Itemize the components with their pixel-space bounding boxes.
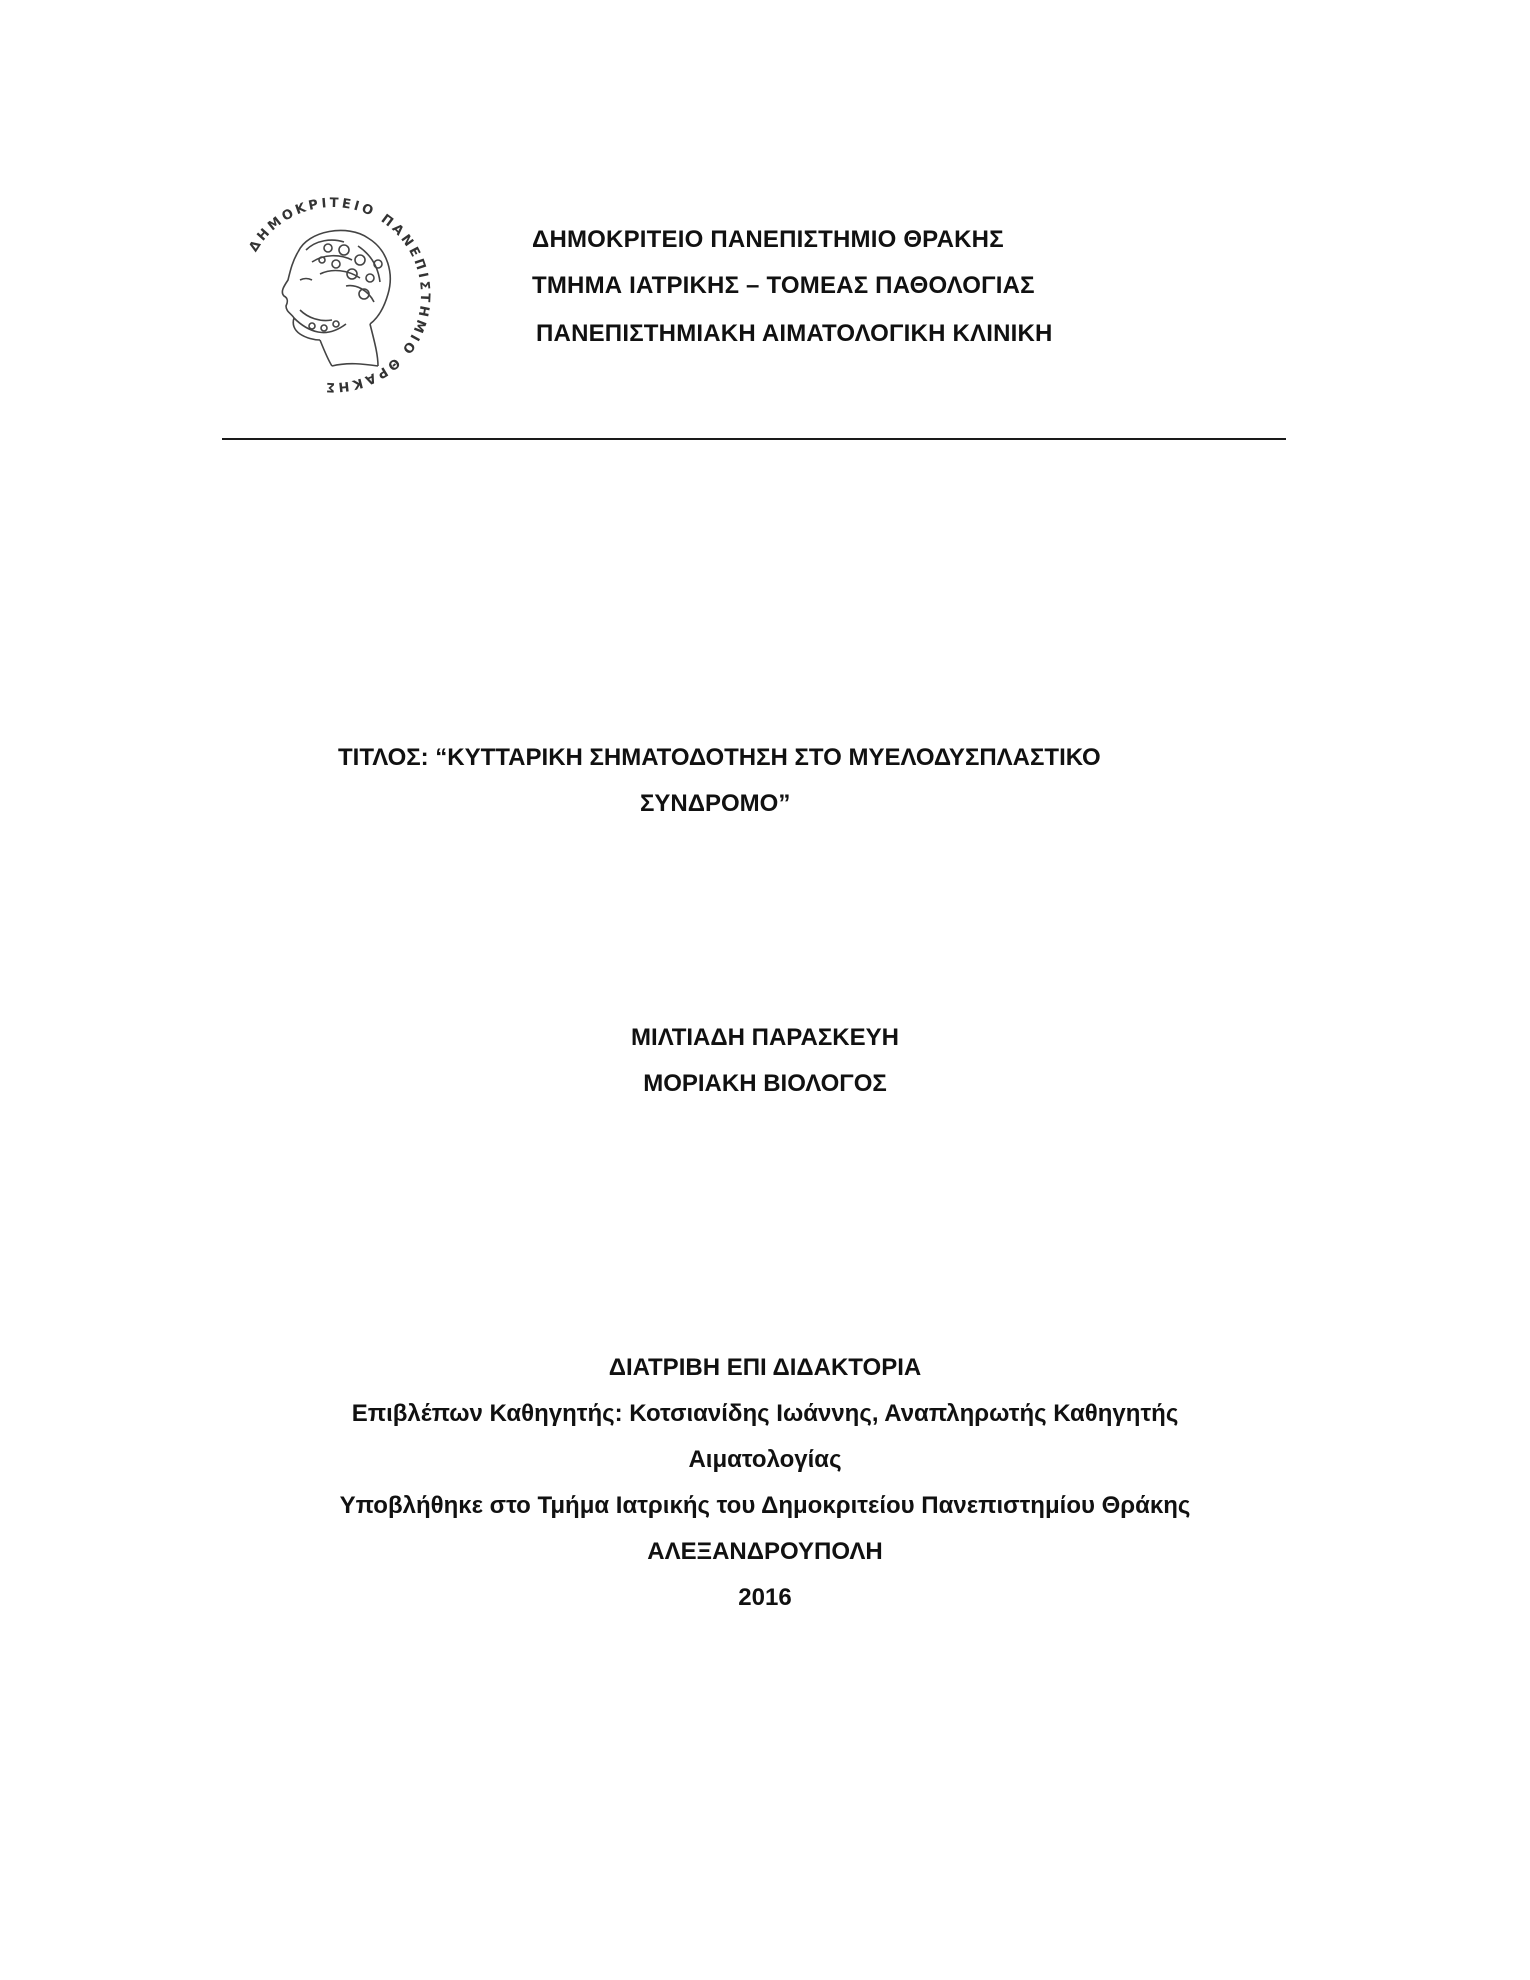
author-profession: ΜΟΡΙΑΚΗ ΒΙΟΛΟΓΟΣ [643,1070,887,1097]
header-divider [222,438,1286,440]
svg-text:ΔΗΜΟΚΡΙΤΕΙΟ ΠΑΝΕΠΙΣΤΗΜΙΟ ΘΡΑΚΗ: ΔΗΜΟΚΡΙΤΕΙΟ ΠΑΝΕΠΙΣΤΗΜΙΟ ΘΡΑΚΗΣ [246,195,433,395]
department-name: ΤΜΗΜΑ ΙΑΤΡΙΚΗΣ – ΤΟΜΕΑΣ ΠΑΘΟΛΟΓΙΑΣ [532,272,1035,299]
thesis-title-line-1: ΤΙΤΛΟΣ: “ΚΥΤΤΑΡΙΚΗ ΣΗΜΑΤΟΔΟΤΗΣΗ ΣΤΟ ΜΥΕΛΟΔΥΣΠΛΑΣΤΙΚΟ [338,744,1101,771]
thesis-type: ΔΙΑΤΡΙΒΗ ΕΠΙ ΔΙΔΑΚΤΟΡΙΑ [608,1354,922,1381]
supervisor-line-1: Επιβλέπων Καθηγητής: Κοτσιανίδης Ιωάννης, Αναπληρωτής Καθηγητής [351,1400,1179,1427]
year: 2016 [738,1584,792,1611]
thesis-title-line-2: ΣΥΝΔΡΟΜΟ” [640,790,791,817]
university-name: ΔΗΜΟΚΡΙΤΕΙΟ ΠΑΝΕΠΙΣΤΗΜΙΟ ΘΡΑΚΗΣ [532,226,1004,253]
city: ΑΛΕΞΑΝΔΡΟΥΠΟΛΗ [647,1538,883,1565]
supervisor-line-2: Αιματολογίας [688,1446,842,1473]
author-name: ΜΙΛΤΙΑΔΗ ΠΑΡΑΣΚΕΥΗ [631,1024,899,1051]
clinic-name: ΠΑΝΕΠΙΣΤΗΜΙΑΚΗ ΑΙΜΑΤΟΛΟΓΙΚΗ ΚΛΙΝΙΚΗ [536,320,1053,347]
university-seal-icon [228,190,438,400]
submission-statement: Υποβλήθηκε στο Τμήμα Ιατρικής του Δημοκριτείου Πανεπιστημίου Θράκης [339,1492,1191,1519]
